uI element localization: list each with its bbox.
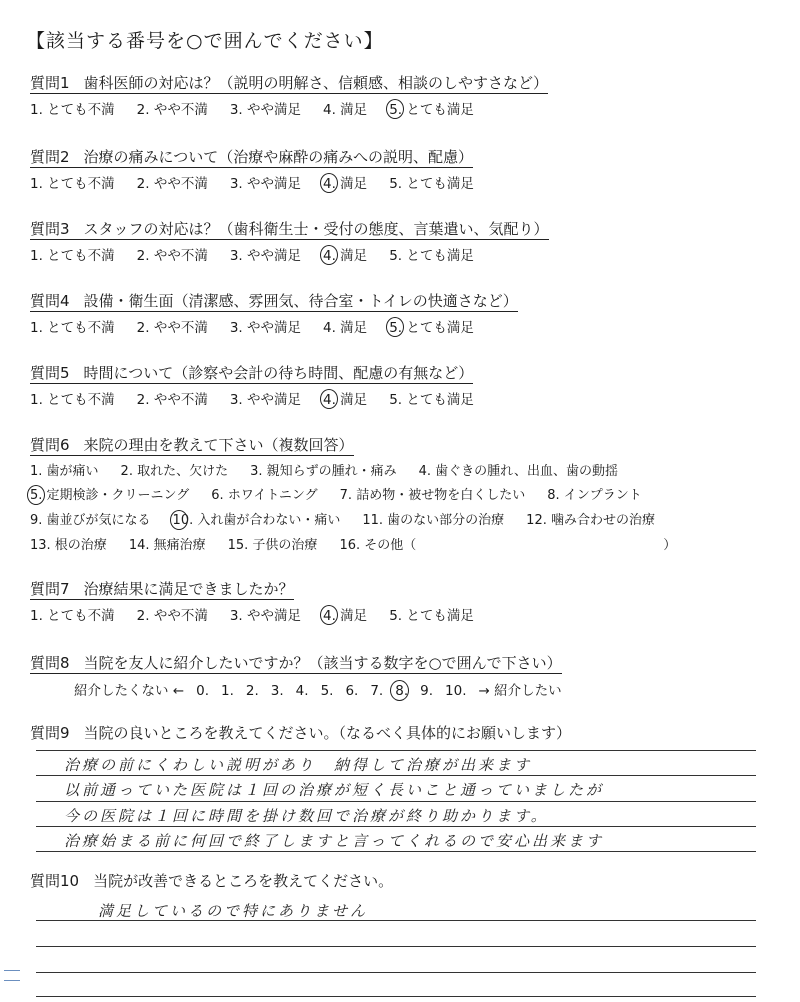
reason-4[interactable]: 4. 歯ぐきの腫れ、出血、歯の動揺 — [418, 464, 618, 479]
reason-1[interactable]: 1. 歯が痛い — [30, 464, 99, 479]
survey-title: 【該当する番号を○で囲んでください】 — [26, 30, 384, 52]
answer-line — [36, 851, 756, 852]
question-6 — [30, 434, 354, 455]
question-number: 質問1 — [30, 74, 70, 92]
scale-1[interactable]: 1. — [221, 683, 234, 699]
question-number: 質問6 — [30, 436, 70, 454]
q6-row-3 — [30, 509, 677, 528]
recommend-scale — [74, 679, 574, 699]
scale-6[interactable]: 6. — [345, 683, 359, 699]
question-number: 質問3 — [30, 220, 70, 238]
question-text: 歯科医師の対応は？（説明の明解さ、信頼感、相談のしやすさなど） — [83, 74, 548, 92]
question-5 — [30, 362, 473, 383]
option-label: 4. 満足 — [323, 248, 368, 264]
option-label: 4. 満足 — [323, 608, 368, 624]
option-2[interactable]: 2. やや不満 — [136, 102, 208, 118]
reason-9[interactable]: 9. 歯並びが気になる — [30, 513, 151, 528]
reason-10-selected[interactable] — [173, 509, 341, 528]
reason-11[interactable]: 11. 歯のない部分の治療 — [362, 513, 505, 528]
reason-13[interactable]: 13. 根の治療 — [30, 538, 107, 553]
option-label: 4. 満足 — [323, 176, 368, 192]
question-number: 質問5 — [30, 364, 70, 382]
answer-line — [36, 946, 756, 947]
option-1[interactable]: 1. とても不満 — [30, 176, 115, 192]
answer-line — [36, 826, 756, 827]
reason-label: 10. 入れ歯が合わない・痛い — [172, 513, 341, 528]
rating-options-q5 — [30, 388, 496, 408]
scale-right-label: → 紹介したい — [478, 683, 562, 699]
question-number: 質問8 — [30, 654, 70, 672]
question-number: 質問2 — [30, 148, 70, 166]
reason-label: 5. 定期検診・クリーニング — [30, 488, 190, 503]
question-text: 治療の痛みについて（治療や麻酔の痛みへの説明、配慮） — [83, 148, 473, 166]
option-4-selected[interactable] — [323, 388, 367, 408]
option-5[interactable]: 5. とても満足 — [389, 176, 474, 192]
option-3[interactable]: 3. やや満足 — [229, 176, 302, 192]
q6-row-1 — [30, 460, 640, 479]
option-5[interactable]: 5. とても満足 — [389, 248, 474, 264]
question-text: 来院の理由を教えて下さい（複数回答） — [83, 436, 354, 454]
question-10 — [30, 870, 393, 891]
scale-8-selected[interactable]: 8. — [395, 683, 409, 699]
rating-options-q3 — [30, 244, 496, 264]
scan-mark — [4, 980, 20, 981]
answer-line — [36, 750, 756, 751]
question-1 — [30, 72, 548, 93]
rating-options-q4 — [30, 316, 496, 336]
question-text: 設備・衛生面（清潔感、雰囲気、待合室・トイレの快適さなど） — [83, 292, 518, 310]
question-7 — [30, 578, 294, 599]
scale-2[interactable]: 2. — [245, 683, 259, 699]
reason-5-selected[interactable] — [30, 484, 189, 503]
rating-options-q2 — [30, 172, 496, 192]
scale-3[interactable]: 3. — [270, 683, 284, 699]
option-label: 5. とても満足 — [389, 320, 474, 336]
rating-options-q1 — [30, 98, 496, 118]
option-label: 5. とても満足 — [389, 102, 474, 118]
reason-14[interactable]: 14. 無痛治療 — [128, 538, 206, 553]
handwritten-answer-line-3[interactable]: 今の医院は１回に時間を掛け数回で治療が終り助かります。 — [64, 807, 549, 825]
scale-9[interactable]: 9. — [420, 683, 434, 699]
option-2[interactable]: 2. やや不満 — [136, 248, 208, 264]
reason-15[interactable]: 15. 子供の治療 — [227, 538, 318, 553]
question-number: 質問9 — [30, 724, 70, 742]
option-4-selected[interactable] — [323, 604, 367, 624]
option-2[interactable]: 2. やや不満 — [136, 608, 208, 624]
q6-row-4 — [30, 534, 698, 553]
question-3 — [30, 218, 549, 239]
question-4 — [30, 290, 518, 311]
answer-line — [36, 920, 756, 921]
question-9 — [30, 722, 571, 743]
reason-2[interactable]: 2. 取れた、欠けた — [120, 464, 229, 479]
answer-line — [36, 801, 756, 802]
reason-12[interactable]: 12. 噛み合わせの治療 — [526, 513, 655, 528]
handwritten-answer-line-2[interactable]: 以前通っていた医院は１回の治療が短く長いこと通っていましたが — [64, 781, 605, 799]
reason-7[interactable]: 7. 詰め物・被せ物を白くしたい — [339, 488, 526, 503]
scale-7[interactable]: 7. — [370, 683, 384, 699]
reason-8[interactable]: 8. インプラント — [547, 488, 642, 503]
option-3[interactable]: 3. やや満足 — [229, 102, 302, 118]
question-text: 当院が改善できるところを教えてください。 — [93, 872, 394, 890]
scale-10[interactable]: 10. — [445, 683, 467, 699]
option-4[interactable]: 4. 満足 — [323, 102, 368, 118]
option-2[interactable]: 2. やや不満 — [136, 320, 208, 336]
question-2 — [30, 146, 473, 167]
answer-line — [36, 996, 756, 997]
scale-0[interactable]: 0. — [196, 683, 209, 699]
handwritten-answer-line-1[interactable]: 治療の前にくわしい説明があり 納得して治療が出来ます — [64, 756, 533, 774]
option-5-selected[interactable] — [389, 316, 474, 336]
handwritten-answer-q10[interactable]: 満足しているので特にありません — [98, 902, 369, 920]
option-1[interactable]: 1. とても不満 — [30, 102, 115, 118]
option-4-selected[interactable] — [323, 172, 367, 192]
answer-line — [36, 972, 756, 973]
option-4-selected[interactable] — [323, 244, 367, 264]
question-text: スタッフの対応は？（歯科衛生士・受付の態度、言葉遣い、気配り） — [83, 220, 549, 238]
q6-row-2 — [30, 484, 664, 503]
scale-4[interactable]: 4. — [295, 683, 309, 699]
option-3[interactable]: 3. やや満足 — [229, 320, 302, 336]
option-2[interactable]: 2. やや不満 — [136, 176, 208, 192]
option-1[interactable]: 1. とても不満 — [30, 248, 115, 264]
option-label: 4. 満足 — [323, 392, 368, 408]
handwritten-answer-line-4[interactable]: 治療始まる前に何回で終了しますと言ってくれるので安心出来ます — [64, 832, 605, 850]
option-1[interactable]: 1. とても不満 — [30, 392, 115, 408]
question-8 — [30, 652, 562, 673]
option-3[interactable]: 3. やや満足 — [229, 392, 302, 408]
option-5[interactable]: 5. とても満足 — [389, 392, 474, 408]
rating-options-q7 — [30, 604, 496, 624]
reason-3[interactable]: 3. 親知らずの腫れ・痛み — [250, 464, 397, 479]
reason-6[interactable]: 6. ホワイトニング — [211, 488, 318, 503]
question-number: 質問4 — [30, 292, 70, 310]
option-4[interactable]: 4. 満足 — [323, 320, 368, 336]
option-5-selected[interactable] — [389, 98, 474, 118]
option-3[interactable]: 3. やや満足 — [229, 608, 302, 624]
option-1[interactable]: 1. とても不満 — [30, 608, 115, 624]
option-2[interactable]: 2. やや不満 — [136, 392, 208, 408]
scale-left-label: 紹介したくない ← — [74, 683, 185, 699]
scan-mark — [4, 970, 20, 971]
question-text: 時間について（診察や会計の待ち時間、配慮の有無など） — [83, 364, 474, 382]
question-text: 治療結果に満足できましたか？ — [83, 580, 294, 598]
question-number: 質問10 — [30, 872, 80, 890]
scale-5[interactable]: 5. — [320, 683, 334, 699]
option-5[interactable]: 5. とても満足 — [389, 608, 474, 624]
question-text: 当院を友人に紹介したいですか？（該当する数字を○で囲んで下さい） — [83, 654, 562, 672]
reason-16[interactable]: 16. その他（ ） — [339, 538, 677, 553]
question-text: 当院の良いところを教えてください。（なるべく具体的にお願いします） — [83, 724, 572, 742]
option-1[interactable]: 1. とても不満 — [30, 320, 115, 336]
option-3[interactable]: 3. やや満足 — [229, 248, 302, 264]
question-number: 質問7 — [30, 580, 70, 598]
answer-line — [36, 775, 756, 776]
